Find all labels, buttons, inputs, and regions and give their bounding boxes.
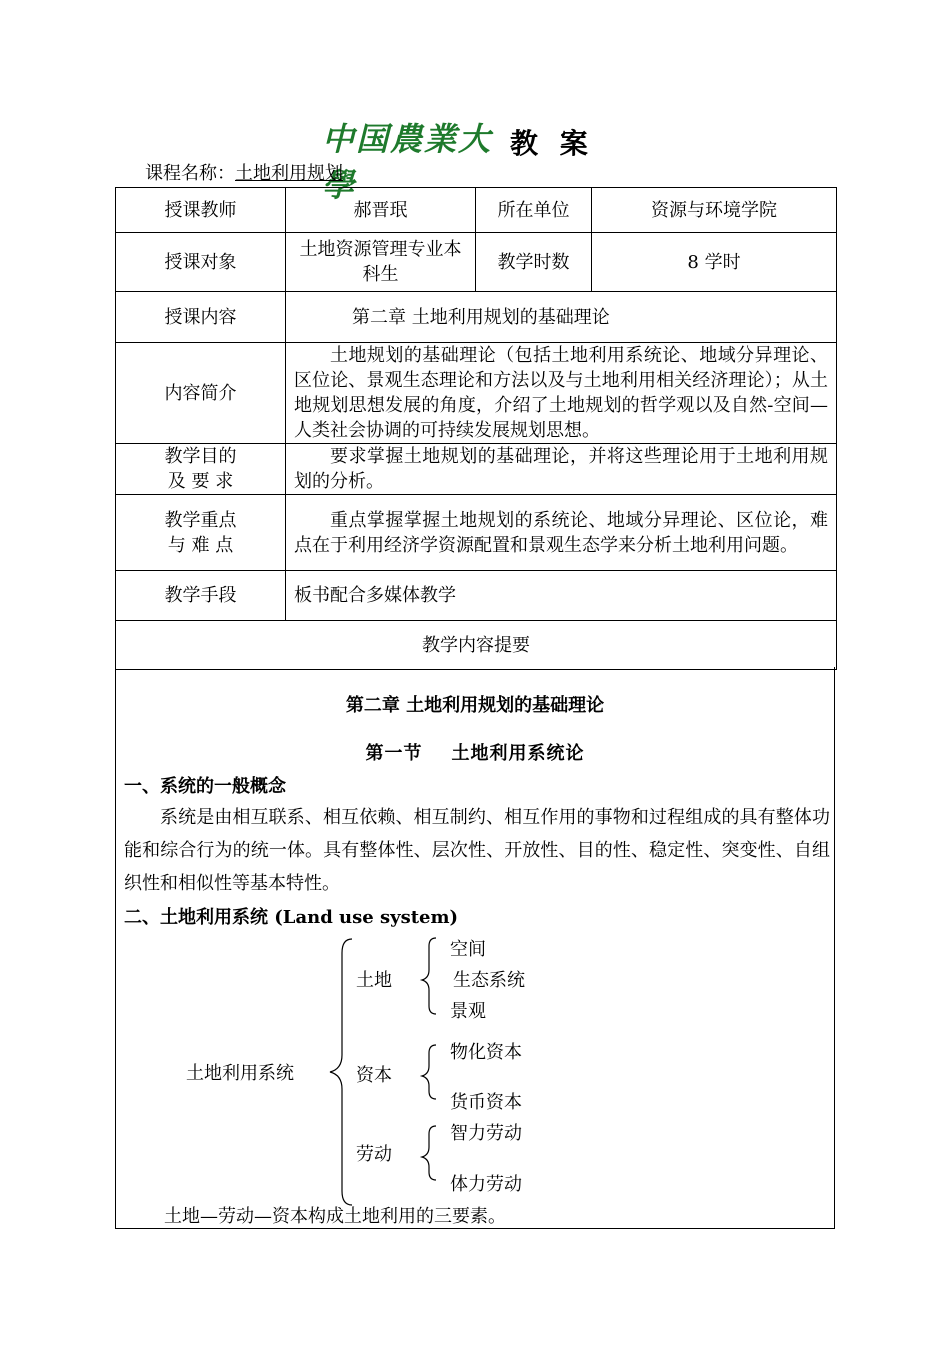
hours-value: 8 学时 xyxy=(592,233,837,292)
teaching-content-box xyxy=(115,667,835,1229)
table-row xyxy=(116,495,837,571)
content-value: 第二章 土地利用规划的基础理论 xyxy=(286,292,837,343)
method-label: 教学手段 xyxy=(116,571,286,621)
method-value: 板书配合多媒体教学 xyxy=(286,571,837,621)
diagram-labor-item: 智力劳动 xyxy=(450,1123,522,1144)
course-name-value: 土地利用规划 xyxy=(235,163,343,184)
diagram-labor: 劳动 xyxy=(356,1144,392,1165)
outline-label: 教学内容提要 xyxy=(116,621,837,670)
unit-label: 所在单位 xyxy=(476,188,592,233)
chapter-title: 第二章 土地利用规划的基础理论 xyxy=(345,695,605,716)
diagram-capital-item: 物化资本 xyxy=(450,1042,522,1063)
key-label-line2: 与 难 点 xyxy=(167,534,234,556)
goal-label-line2: 及 要 求 xyxy=(167,471,234,492)
three-elements-note: 土地—劳动—资本构成土地利用的三要素。 xyxy=(164,1206,506,1227)
hours-label: 教学时数 xyxy=(476,233,592,292)
heading-system-concept: 一、系统的一般概念 xyxy=(124,776,286,797)
course-name-line xyxy=(145,162,343,186)
diagram-capital-item: 货币资本 xyxy=(450,1092,522,1113)
table-row xyxy=(116,292,837,343)
key-label-line1: 教学重点 xyxy=(164,509,237,531)
university-logo: 中国農業大學 xyxy=(322,120,493,204)
table-row xyxy=(116,571,837,621)
teacher-value: 郝晋珉 xyxy=(286,188,476,233)
unit-value: 资源与环境学院 xyxy=(592,188,837,233)
audience-value: 土地资源管理专业本科生 xyxy=(286,233,476,292)
labor-brace xyxy=(422,1126,436,1180)
diagram-land: 土地 xyxy=(356,970,392,991)
diagram-labor-item: 体力劳动 xyxy=(450,1174,522,1195)
document-title: 教 案 xyxy=(510,127,594,160)
root-brace xyxy=(330,939,352,1205)
capital-brace xyxy=(422,1045,436,1099)
land-brace xyxy=(422,938,436,1014)
diagram-land-item: 生态系统 xyxy=(453,970,525,991)
course-info-table xyxy=(115,187,837,670)
section-title-text: 第一节 土地利用系统论 xyxy=(365,743,585,764)
table-row xyxy=(116,188,837,233)
content-label: 授课内容 xyxy=(116,292,286,343)
table-row xyxy=(116,444,837,495)
diagram-land-item: 景观 xyxy=(450,1001,486,1022)
diagram-capital: 资本 xyxy=(356,1065,392,1086)
table-row xyxy=(116,343,837,444)
course-name-label: 课程名称： xyxy=(145,163,235,184)
key-value: 重点掌握掌握土地规划的系统论、地域分异理论、区位论，难点在于利用经济学资源配置和景观生态学来分析土地利用问题。 xyxy=(294,509,828,556)
paragraph-system-definition: 系统是由相互联系、相互依赖、相互制约、相互作用的事物和过程组成的具有整体功能和综合行为的统一体。具有整体性、层次性、开放性、目的性、稳定性、突变性、自组织性和相似性等基本特性。 xyxy=(124,807,830,894)
summary-value: 土地规划的基础理论（包括土地利用系统论、地域分异理论、区位论、景观生态理论和方法以及与土地利用相关经济理论）；从土地规划思想发展的角度，介绍了土地规划的哲学观以及自然-空间—人类社会协调的可持续发展规划思想。 xyxy=(294,345,828,441)
goal-value: 要求掌握土地规划的基础理论，并将这些理论用于土地利用规划的分析。 xyxy=(294,446,828,492)
goal-label xyxy=(116,444,286,495)
heading-land-use-system: 二、土地利用系统 (Land use system) xyxy=(124,907,459,928)
goal-label-line1: 教学目的 xyxy=(164,446,237,467)
key-label xyxy=(116,495,286,571)
summary-label: 内容简介 xyxy=(116,343,286,444)
table-row xyxy=(116,621,837,670)
audience-label: 授课对象 xyxy=(116,233,286,292)
diagram-root: 土地利用系统 xyxy=(186,1063,294,1084)
teacher-label: 授课教师 xyxy=(116,188,286,233)
table-row xyxy=(116,233,837,292)
diagram-land-item: 空间 xyxy=(450,939,486,960)
